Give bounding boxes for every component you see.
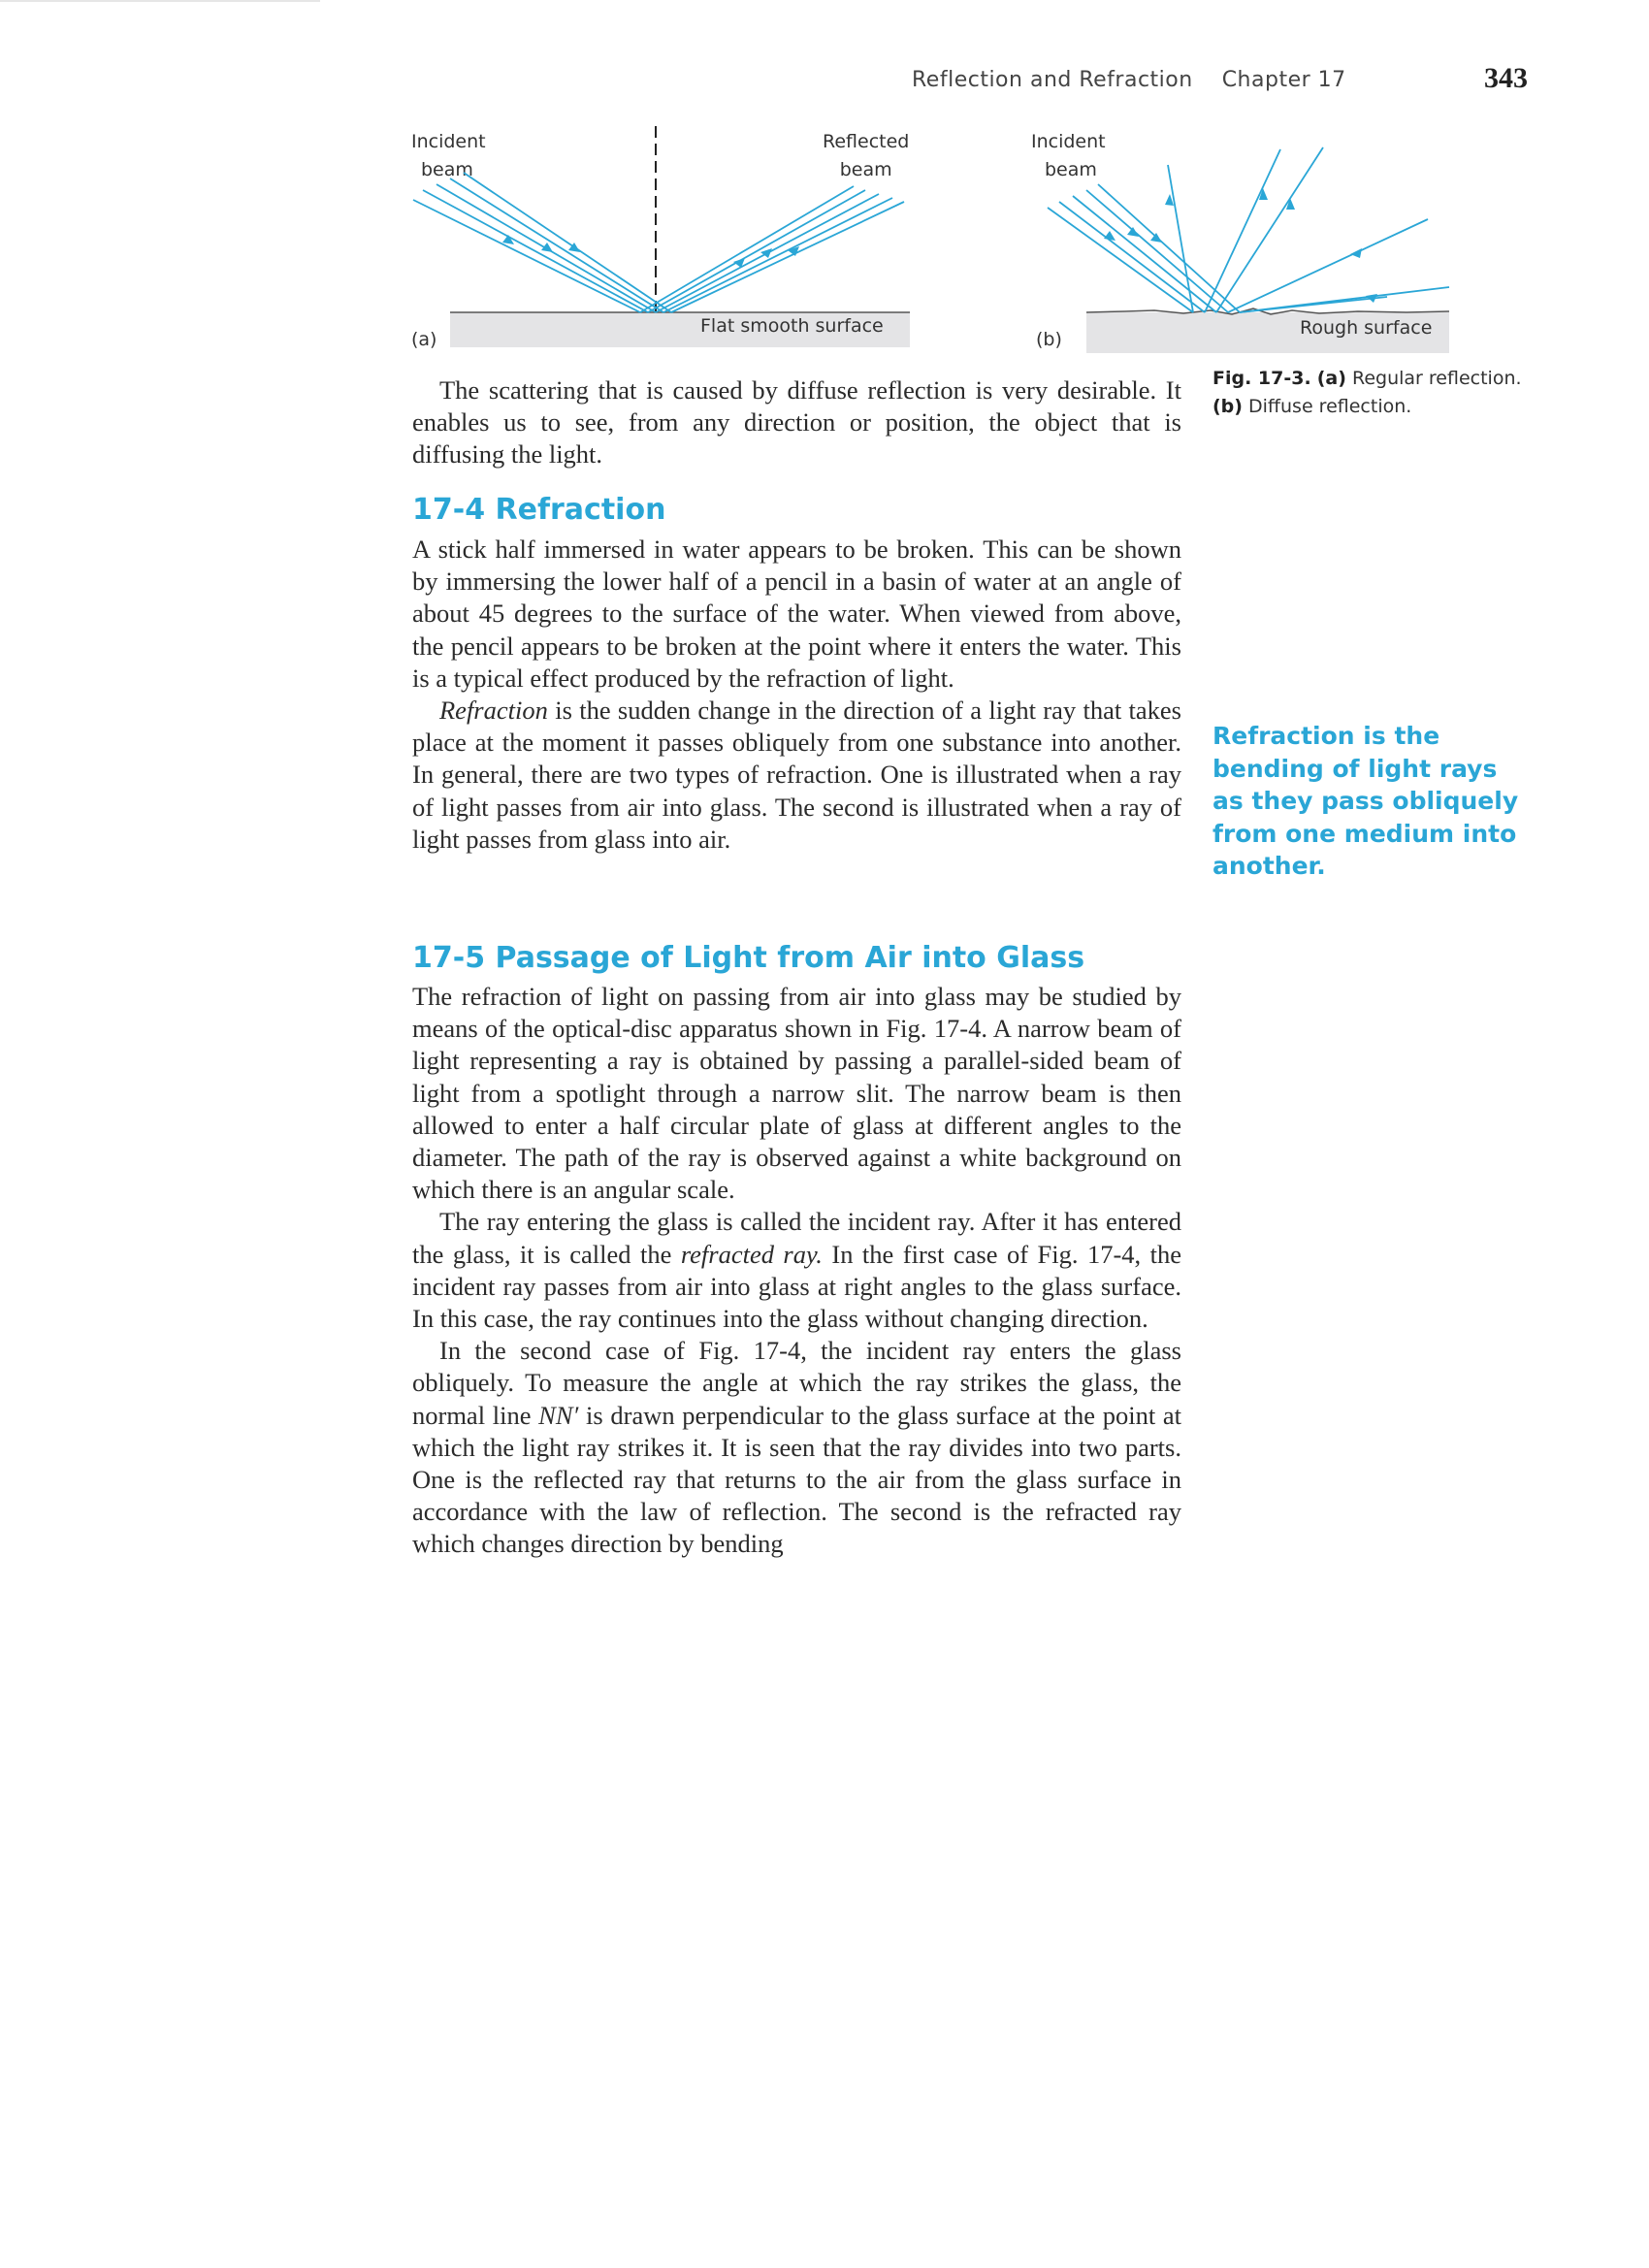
caption-a-text: Regular reflection.: [1345, 368, 1522, 389]
fig-a-incident-rays: [413, 173, 671, 312]
section-17-5-paragraph-3-start: In the second case of Fig. 17-4, the incident ray enters the glass obliquely. To measure the angle at which the ray strikes the glass, the normal line: [412, 1336, 1181, 1430]
term-refraction: Refraction: [439, 696, 548, 726]
term-refracted-ray: refracted ray.: [680, 1239, 823, 1269]
fig-b-arrowheads: [1104, 188, 1377, 303]
fig-a-panel-label: (a): [411, 329, 437, 350]
fig-b-incident-label-line1: Incident: [1031, 131, 1106, 152]
fig-a-surface-label: Flat smooth surface: [700, 315, 884, 337]
caption-fig-number: Fig. 17-3.: [1212, 368, 1311, 389]
intro-paragraph: The scattering that is caused by diffuse reflection is very desirable. It enables us to see, from any direction or position, the object that is diffusing the light.: [412, 375, 1181, 470]
caption-b-text: Diffuse reflection.: [1242, 396, 1412, 417]
fig-a-reflected-label-line2: beam: [839, 159, 892, 180]
running-title: Reflection and Refraction: [912, 68, 1193, 92]
section-17-5-paragraph-2-end: In the first case of Fig. 17-4, the incident ray passes from air into glass at right angles to the glass surface. In this case, the ray continues into the glass without changing direction.: [412, 1239, 1181, 1334]
chapter-label: Chapter 17: [1221, 68, 1346, 92]
fig-a-incident-label-line1: Incident: [411, 131, 486, 152]
running-head: [912, 68, 1346, 92]
fig-b-scattered-rays: [1168, 147, 1449, 312]
term-normal-line: NN′: [538, 1400, 579, 1430]
page-number: 343: [1484, 62, 1528, 94]
fig-b-incident-label-line2: beam: [1045, 159, 1097, 180]
section-17-5-paragraph-2: [412, 1206, 1181, 1335]
fig-b-surface-label: Rough surface: [1300, 317, 1433, 339]
section-17-4-heading: 17-4 Refraction: [412, 493, 666, 527]
section-17-4-paragraph-1: A stick half immersed in water appears to be broken. This can be shown by immersing the lower half of a pencil in a basin of water at an angle of about 45 degrees to the surface of the water. When viewed from above, the pencil appears to be broken at the point where it enters the water. This is a typical effect produced by the refraction of light.: [412, 535, 1181, 693]
fig-a-incident-label-line2: beam: [421, 159, 473, 180]
section-17-5-paragraph-2-start: The ray entering the glass is called the incident ray. After it has entered the glass, it is called the: [412, 1207, 1181, 1269]
section-17-4-paragraph-2-text: is the sudden change in the direction of a light ray that takes place at the moment it passes obliquely from one substance into another. In general, there are two types of refraction. One is illustrated when a ray of light passes from air into glass. The second is illustrated when a ray of light passes from glass into air.: [412, 696, 1181, 854]
fig-a-reflected-rays: [640, 186, 904, 312]
figure-caption: [1212, 365, 1523, 421]
section-17-5-paragraph-3-end: is drawn perpendicular to the glass surface at the point at which the light ray strikes it. It is seen that the ray divides into two parts. One is the reflected ray that returns to the air from the glass surface in accordance with the law of reflection. The second is the refracted ray which changes direction by bending: [412, 1400, 1181, 1559]
section-17-4-paragraph-2: [412, 695, 1181, 856]
margin-sidenote: Refraction is the bending of light rays as they pass obliquely from one medium into another.: [1212, 722, 1519, 880]
caption-b-tag: (b): [1212, 396, 1243, 417]
section-17-5-heading: 17-5 Passage of Light from Air into Glass: [412, 941, 1085, 975]
scan-edge-line: [0, 0, 320, 2]
fig-a-reflected-label-line1: Reflected: [823, 131, 910, 152]
fig-b-panel-label: (b): [1036, 329, 1062, 350]
caption-line-b: [1212, 393, 1523, 421]
intro-paragraph-block: [412, 374, 1181, 471]
section-17-5-body: [412, 981, 1181, 1561]
section-17-5-paragraph-1: The refraction of light on passing from air into glass may be studied by means of the optical-disc apparatus shown in Fig. 17-4. A narrow beam of light representing a ray is obtained by passing a parallel-sided beam of light from a spotlight through a narrow slit. The narrow beam is then allowed to enter a half circular plate of glass at different angles to the diameter. The path of the ray is observed against a white background on which there is an angular scale.: [412, 982, 1181, 1205]
caption-a-tag: (a): [1316, 368, 1346, 389]
caption-line-a: [1212, 365, 1523, 393]
section-17-4-body: [412, 534, 1181, 856]
section-17-5-paragraph-3: [412, 1335, 1181, 1560]
fig-b-incident-rays: [1048, 184, 1240, 312]
